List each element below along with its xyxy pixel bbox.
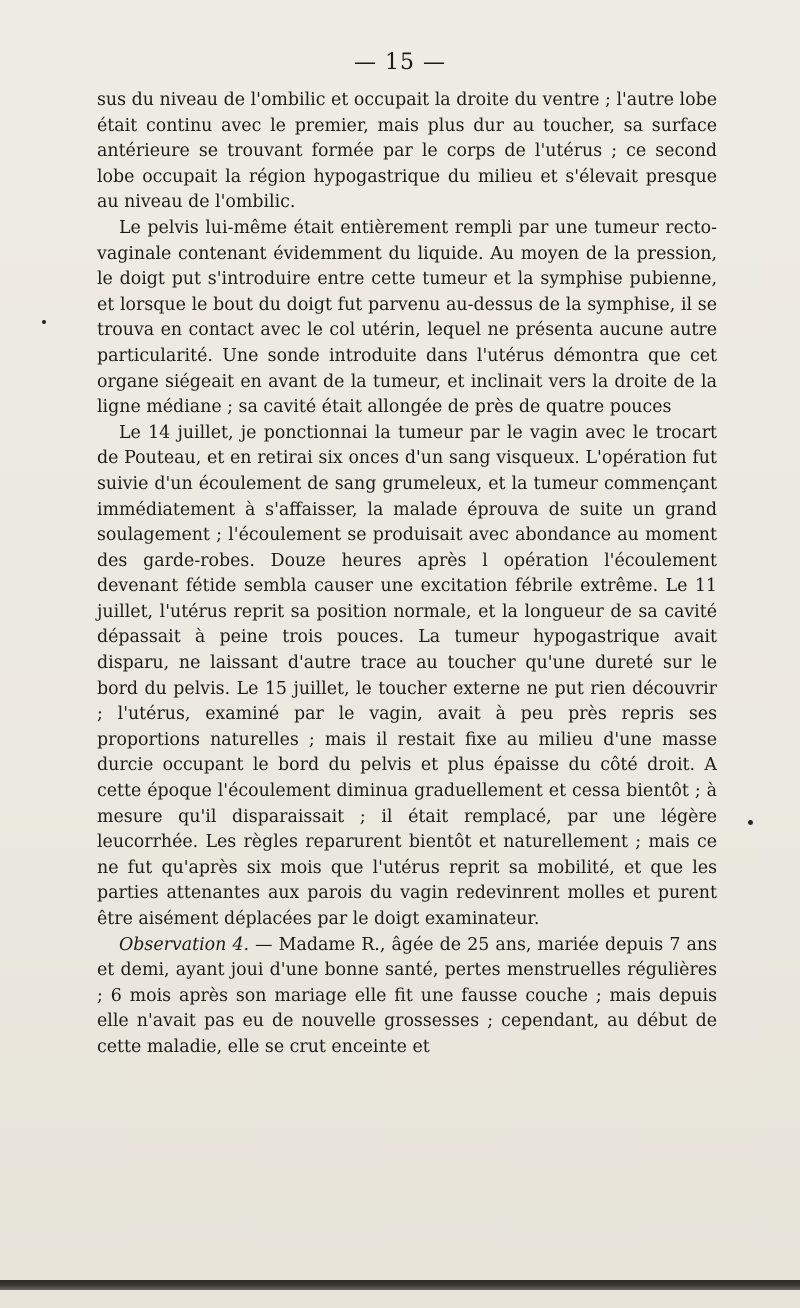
page-number: — 15 —	[354, 50, 446, 75]
paragraph-1: sus du niveau de l'ombilic et occupait la droite du ventre ; l'autre lobe était continu avec le premier, mais plus dur au toucher, sa surface antérieure se trouvant formée par le corps de l'utérus ; ce second lobe occupait la région hypogastrique du milieu et s'élevait presque au niveau de l'ombilic.	[97, 90, 717, 213]
observation-label: Observation 4.	[119, 934, 250, 955]
paragraph-3: Le 14 juillet, je ponctionnai la tumeur par le vagin avec le trocart de Pouteau, et en retirai six onces d'un sang visqueux. L'opération fut suivie d'un écoulement de sang grumeleux, et la tumeur commençant immédiatement à s'affaisser, la malade éprouva de suite un grand soulagement ; l'écoulement se produisait avec abondance au moment des garde-robes. Douze heures après l opération l'écoulement devenant fétide sembla causer une excitation fébrile extrême. Le 11 juillet, l'utérus reprit sa position normale, et la longueur de sa cavité dépassait à peine trois pouces. La tumeur hypogastrique avait disparu, ne laissant d'autre trace au toucher qu'une dureté sur le bord du pelvis. Le 15 juillet, le toucher externe ne put rien découvrir ; l'utérus, examiné par le vagin, avait à peu près repris ses proportions naturelles ; mais il restait fixe au milieu d'une masse durcie occupant le bord du pelvis et plus épaisse du côté droit. A cette époque l'écoulement diminua graduellement et cessa bientôt ; à mesure qu'il disparaissait ; il était remplacé, par une légère leucorrhée. Les règles reparurent bientôt et naturellement ; mais ce ne fut qu'après six mois que l'utérus reprit sa mobilité, et que les parties attenantes aux parois du vagin redevinrent molles et purent être aisément déplacées par le doigt examinateur.	[97, 422, 717, 929]
observation-text: — Madame R., âgée de 25 ans, mariée depuis 7 ans et demi, ayant joui d'une bonne santé, pertes menstruelles régulières ; 6 mois après son mariage elle fit une fausse couche ; mais depuis elle n'avait pas eu de nouvelle grossesses ; cependant, au début de cette maladie, elle se crut enceinte et	[97, 934, 717, 1057]
ink-speck	[42, 320, 46, 324]
observation-paragraph	[97, 933, 717, 1061]
page-bottom-edge	[0, 1280, 800, 1290]
ink-speck	[748, 820, 753, 825]
body-text	[97, 88, 717, 1061]
paragraph-2: Le pelvis lui-même était entièrement rempli par une tumeur recto-vaginale contenant évidemment du liquide. Au moyen de la pression, le doigt put s'introduire entre cette tumeur et la symphise pubienne, et lorsque le bout du doigt fut parvenu au-dessus de la symphise, il se trouva en contact avec le col utérin, lequel ne présenta aucune autre particularité. Une sonde introduite dans l'utérus démontra que cet organe siégeait en avant de la tumeur, et inclinait vers la droite de la ligne médiane ; sa cavité était allongée de près de quatre pouces	[97, 217, 717, 418]
